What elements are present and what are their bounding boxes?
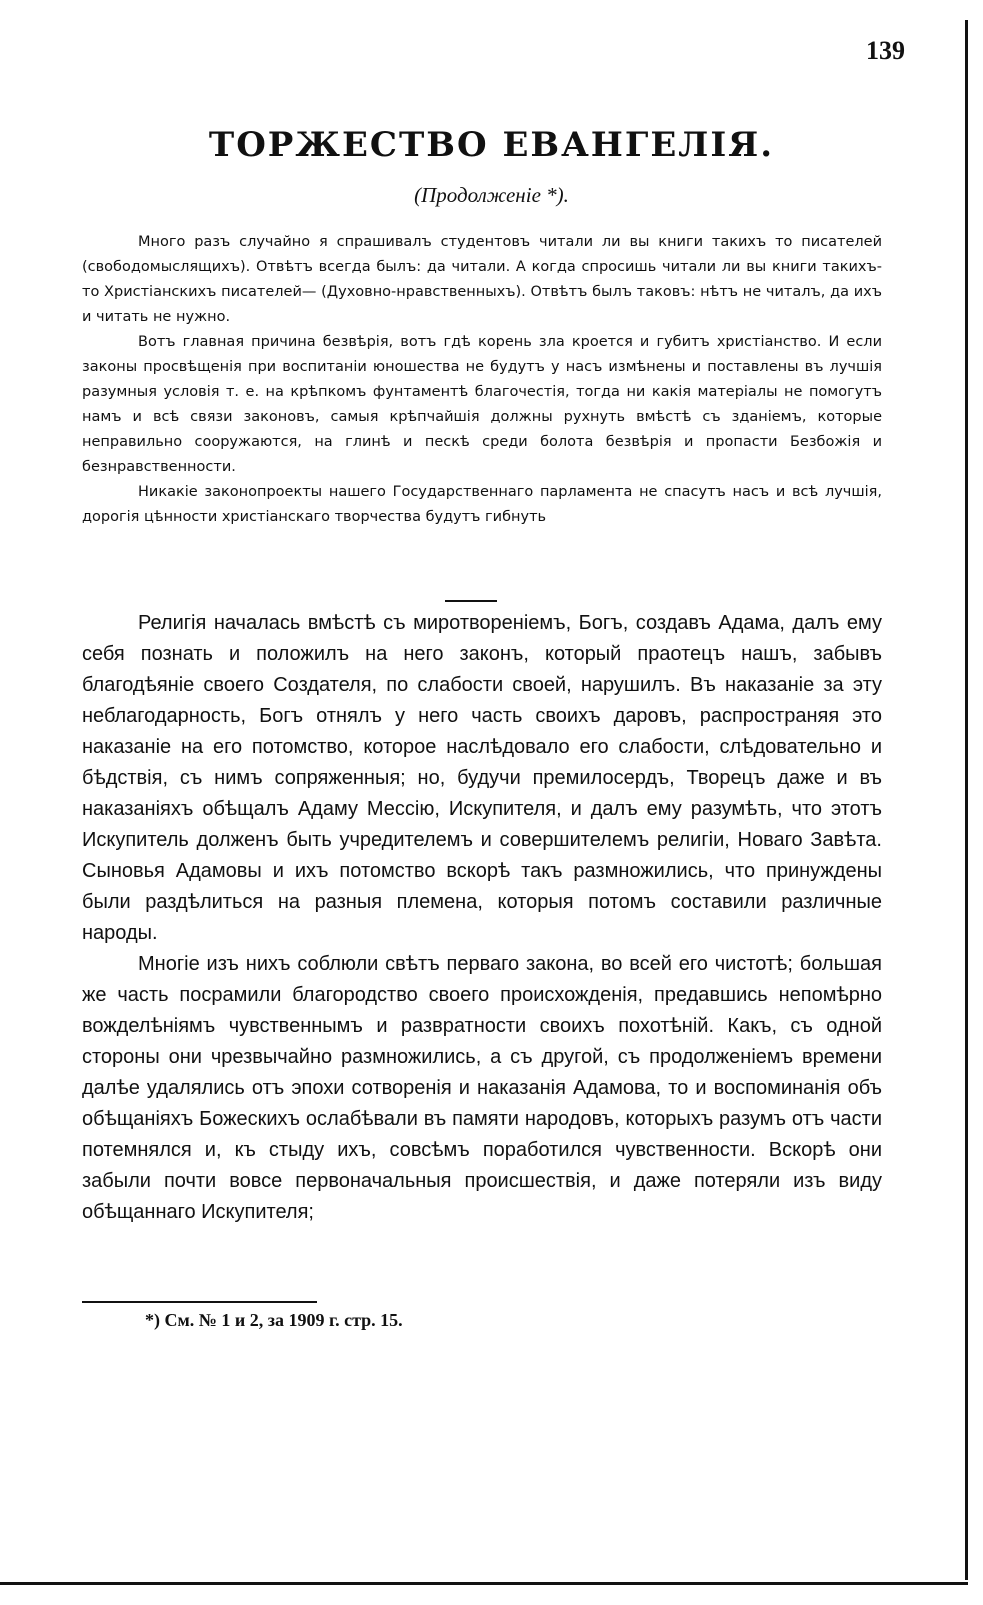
page-border-bottom (0, 1582, 968, 1585)
intro-section (82, 230, 882, 530)
article-title: ТОРЖЕСТВО ЕВАНГЕЛІЯ. (208, 125, 775, 165)
footnote: *) См. № 1 и 2, за 1909 г. стр. 15. (145, 1310, 403, 1330)
body-section (82, 608, 882, 1228)
page-border-right (965, 20, 968, 1580)
footnote-rule (82, 1301, 317, 1303)
page-number: 139 (866, 36, 905, 65)
intro-paragraph: Много разъ случайно я спрашивалъ студентовъ читали ли вы книги такихъ то писателей (свободомыслящихъ). Отвѣтъ всегда былъ: да читали. А когда спросишь читали ли вы книги такихъ-то Христіанскихъ писателей— (Духовно-нравственныхъ). Отвѣтъ былъ таковъ: нѣтъ не читалъ, да ихъ и читать не нужно. (82, 234, 882, 325)
article-subtitle: (Продолженіе *). (414, 183, 569, 207)
body-paragraph: Многіе изъ нихъ соблюли свѣтъ перваго закона, во всей его чистотѣ; большая же часть посрамили благородство своего происхожденія, предавшись непомѣрно вожделѣніямъ чувственнымъ и развратности своихъ похотѣній. Какъ, съ одной стороны они чрезвычайно размножились, а съ другой, съ продолженіемъ времени далѣе удалялись отъ эпохи сотворенія и наказанія Адамова, то и воспоминанія объ обѣщаніяхъ Божескихъ ослабѣвали въ памяти народовъ, которыхъ разумъ отъ части потемнялся и, къ стыду ихъ, совсѣмъ поработился чувственности. Вскорѣ они забыли почти вовсе первоначальныя происшествія, и даже потеряли изъ виду обѣщаннаго Искупителя; (82, 953, 882, 1223)
intro-paragraph: Вотъ главная причина безвѣрія, вотъ гдѣ корень зла кроется и губитъ христіанство. И если законы просвѣщенія при воспитаніи юношества не будутъ у насъ измѣнены и поставлены въ лучшія разумныя условія т. е. на крѣпкомъ фунтаментѣ благочестія, тогда ни какія матеріалы не помогутъ намъ и всѣ связи законовъ, самыя крѣпчайшія должны рухнуть вмѣстѣ съ зданіемъ, которые неправильно сооружаются, на глинѣ и пескѣ среди болота безвѣрія и пропасти Безбожія и безнравственности. (82, 334, 882, 475)
body-paragraph: Религія началась вмѣстѣ съ миротвореніемъ, Богъ, создавъ Адама, далъ ему себя познать и положилъ на него законъ, который праотецъ нашъ, забывъ благодѣяніе своего Создателя, по слабости своей, нарушилъ. Въ наказаніе за эту неблагодарность, Богъ отнялъ у него часть своихъ даровъ, распространяя это наказаніе на его потомство, которое наслѣдовало его слабости, слѣдовательно и бѣдствія, съ нимъ сопряженныя; но, будучи премилосердъ, Творецъ даже и въ наказаніяхъ обѣщалъ Адаму Мессію, Искупителя, и далъ ему разумѣть, что этотъ Искупитель долженъ быть учредителемъ и совершителемъ религіи, Новаго Завѣта. Сыновья Адамовы и ихъ потомство вскорѣ такъ размножились, что принуждены были раздѣлиться на разныя племена, которыя потомъ составили различные народы. (82, 612, 882, 944)
intro-paragraph: Никакіе законопроекты нашего Государственнаго парламента не спасутъ насъ и всѣ лучшія, дорогія цѣнности христіанскаго творчества будутъ гибнуть (82, 484, 882, 525)
section-divider (445, 600, 497, 602)
